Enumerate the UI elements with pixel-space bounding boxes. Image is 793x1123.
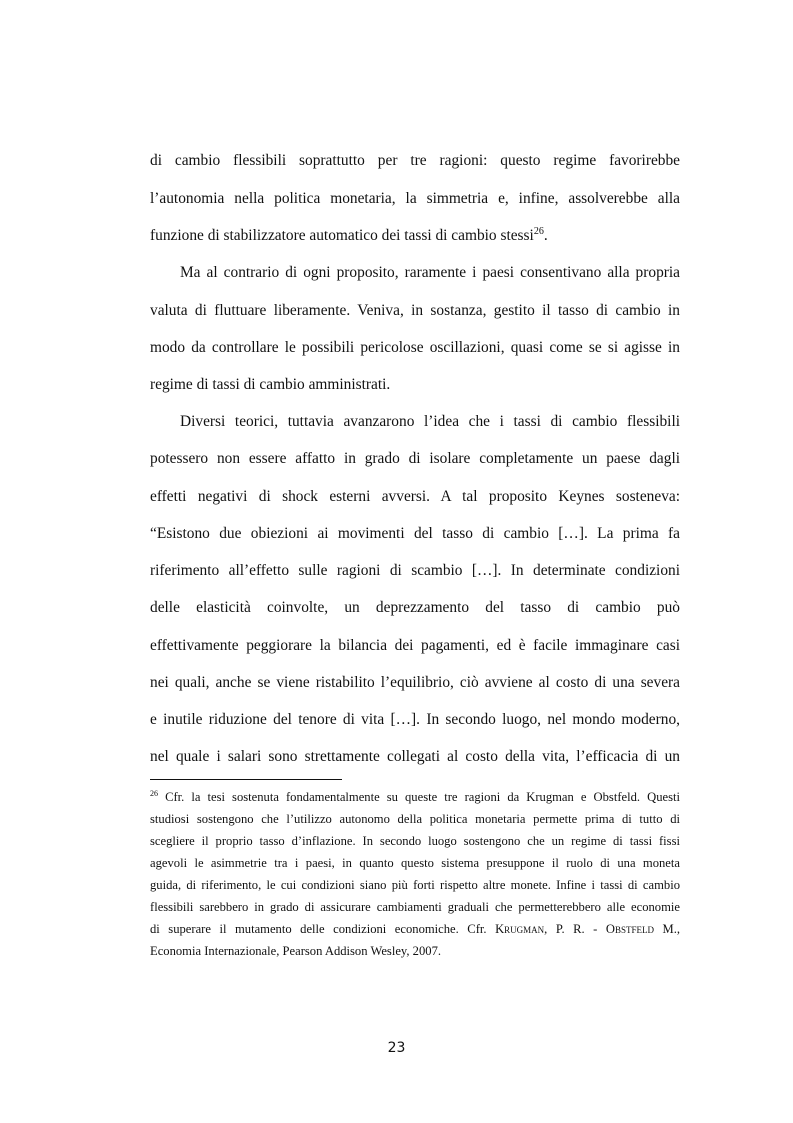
body-text-line: valuta di fluttuare liberamente. Veniva, in sostanza, gestito il tasso di cambio in <box>150 302 680 319</box>
body-text-line: “Esistono due obiezioni ai movimenti del tasso di cambio […]. La prima fa <box>150 525 680 542</box>
footnote-separator <box>150 779 342 780</box>
footnote-line: scegliere il proprio tasso d’inflazione. In secondo luogo sostengono che un regime di tassi fissi <box>150 834 680 848</box>
author-initials: , P. R. - <box>544 922 598 936</box>
body-text-line-with-footnote-ref <box>150 226 680 246</box>
body-text-line: potessero non essere affatto in grado di isolare completamente un paese dagli <box>150 450 680 467</box>
author-name: Obstfeld <box>605 922 654 936</box>
body-text-line: regime di tassi di cambio amministrati. <box>150 376 391 393</box>
footnote-line: guida, di riferimento, le cui condizioni siano più forti rispetto altre monete. Infine i tassi di cambio <box>150 878 680 892</box>
page-number: 23 <box>387 1040 406 1056</box>
author-name: Krugman <box>495 922 545 936</box>
body-text-line: modo da controllare le possibili pericolose oscillazioni, quasi come se si agisse in <box>150 339 680 356</box>
body-text-line: delle elasticità coinvolte, un deprezzamento del tasso di cambio può <box>150 599 680 616</box>
footnote-number: 26 <box>150 789 158 798</box>
body-text-line: l’autonomia nella politica monetaria, la simmetria e, infine, assolverebbe alla <box>150 190 680 207</box>
footnote-text: di superare il mutamento delle condizioni economiche. Cfr. <box>150 922 487 936</box>
body-text-line: nel quale i salari sono strettamente collegati al costo della vita, l’efficacia di un <box>150 748 680 765</box>
footnote-line <box>150 789 680 805</box>
footnote-line: studiosi sostengono che l’utilizzo autonomo della politica monetaria permette prima di tutto di <box>150 812 680 826</box>
body-text-line: di cambio flessibili soprattutto per tre ragioni: questo regime favorirebbe <box>150 152 680 169</box>
footnote-line: flessibili sarebbero in grado di assicurare cambiamenti graduali che permetterebbero alle economie <box>150 900 680 914</box>
body-text-line: Diversi teorici, tuttavia avanzarono l’idea che i tassi di cambio flessibili <box>180 413 680 430</box>
footnote-line: Economia Internazionale, Pearson Addison Wesley, 2007. <box>150 944 442 958</box>
body-text-line: effetti negativi di shock esterni avversi. A tal proposito Keynes sosteneva: <box>150 488 680 505</box>
body-text-line: effettivamente peggiorare la bilancia dei pagamenti, ed è facile immaginare casi <box>150 637 680 654</box>
body-text-line: Ma al contrario di ogni proposito, raramente i paesi consentivano alla propria <box>180 264 680 281</box>
footnote-reference[interactable]: 26 <box>533 226 544 237</box>
footnote-line: agevoli le asimmetrie tra i paesi, in quanto questo sistema presuppone il ruolo di una moneta <box>150 856 680 870</box>
footnote-text: Cfr. la tesi sostenuta fondamentalmente su queste tre ragioni da Krugman e Obstfeld. Questi <box>165 790 680 804</box>
author-initials: M., <box>662 922 680 936</box>
body-text-segment: . <box>543 227 548 244</box>
footnote-citation-line <box>150 921 680 937</box>
body-text-line: e inutile riduzione del tenore di vita […]. In secondo luogo, nel mondo moderno, <box>150 711 680 728</box>
body-text-segment: funzione di stabilizzatore automatico dei tassi di cambio stessi <box>150 227 534 244</box>
body-text-line: nei quali, anche se viene ristabilito l’equilibrio, ciò avviene al costo di una severa <box>150 674 680 691</box>
body-text-line: riferimento all’effetto sulle ragioni di scambio […]. In determinate condizioni <box>150 562 680 579</box>
